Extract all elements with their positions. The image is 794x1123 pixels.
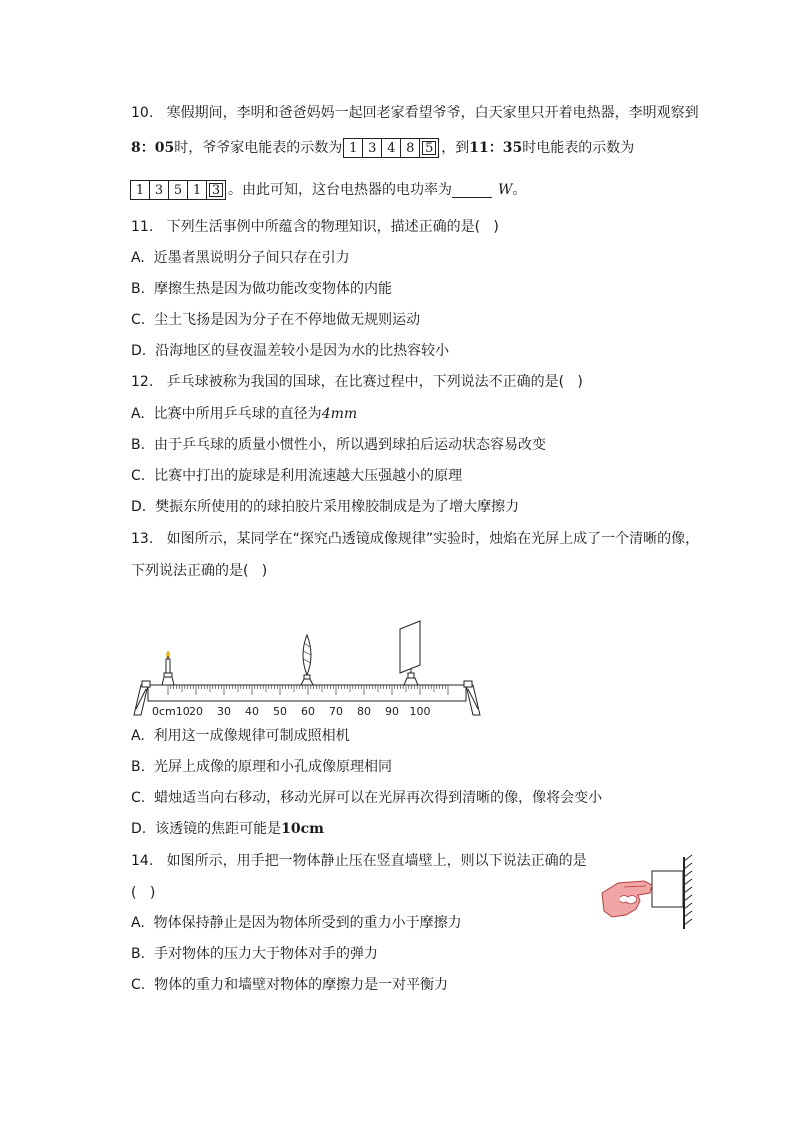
q11-stem: 11. 下列生活事例中所蕴含的物理知识，描述正确的是( ): [131, 219, 499, 235]
q14-option-b: B. 手对物体的压力大于物体对手的弹力: [131, 946, 378, 962]
meter1-digit: 4: [381, 138, 401, 158]
meter1-digit: 3: [362, 138, 382, 158]
q13-stem-line1: 13. 如图所示，某同学在“探究凸透镜成像规律”实验时，烛焰在光屏上成了一个清晰的像，: [131, 531, 700, 547]
ruler-label: 50: [273, 705, 287, 718]
meter2-digit: 5: [168, 180, 188, 200]
ruler-label: 80: [357, 705, 371, 718]
ruler-label: 70: [329, 705, 343, 718]
q13-option-c: C. 蜡烛适当向右移动，移动光屏可以在光屏再次得到清晰的像，像将会变小: [131, 790, 603, 806]
q10-line2: [131, 138, 634, 158]
q10-time1: 8：05: [131, 140, 175, 156]
optical-bench-figure: [128, 615, 490, 723]
q11-option-a: A. 近墨者黑说明分子间只存在引力: [131, 250, 350, 266]
meter2-digit: 1: [130, 180, 150, 200]
meter-reading-1: [344, 138, 439, 158]
meter1-digit: 8: [400, 138, 420, 158]
meter2-digit: 3: [149, 180, 169, 200]
q10-time2: 11：35: [469, 140, 523, 156]
ruler-label: 100: [409, 705, 431, 718]
ruler-label: 90: [385, 705, 399, 718]
q10-line2-mid: 时，爷爷家电能表的示数为: [174, 140, 343, 156]
block-object: [652, 871, 683, 907]
q13-option-a: A. 利用这一成像规律可制成照相机: [131, 728, 350, 744]
q10-line1: 10. 寒假期间，李明和爸爸妈妈一起回老家看望爷爷，白天家里只开着电热器，李明观察到: [131, 105, 699, 121]
q14-stem-line2: ( ): [131, 885, 156, 901]
q12-option-a-value: 4mm: [321, 406, 358, 422]
q12-option-b: B. 由于乒乓球的质量小惯性小，所以遇到球拍后运动状态容易改变: [131, 437, 546, 453]
q12-stem: 12. 乒乓球被称为我国的国球，在比赛过程中，下列说法不正确的是( ): [131, 374, 583, 390]
q12-option-c: C. 比赛中打出的旋球是利用流速越大压强越小的原理: [131, 468, 463, 484]
q10-line2-end: 时电能表的示数为: [522, 140, 635, 156]
q10-line2-after: ，到: [441, 140, 470, 156]
ruler-labels: [152, 705, 431, 718]
answer-blank[interactable]: [452, 183, 492, 198]
wall-hatching: [684, 855, 692, 925]
ruler-label: 20: [189, 705, 203, 718]
meter1-decimal-digit: 5: [419, 138, 439, 158]
hand-icon: [602, 881, 652, 917]
q13-option-d: [131, 819, 324, 839]
q13-option-b: B. 光屏上成像的原理和小孔成像原理相同: [131, 759, 392, 775]
ruler-label: 30: [217, 705, 231, 718]
q12-option-d: D. 樊振东所使用的的球拍胶片采用橡胶制成是为了增大摩擦力: [131, 499, 520, 515]
q12-option-a-text: A. 比赛中所用乒乓球的直径为: [131, 406, 322, 422]
q14-option-a: A. 物体保持静止是因为物体所受到的重力小于摩擦力: [131, 915, 462, 931]
power-unit: W: [498, 182, 513, 198]
q10-line3: [131, 180, 526, 200]
q13-stem-line2: 下列说法正确的是( ): [131, 563, 268, 579]
meter-reading-2: [131, 180, 226, 200]
convex-lens: [301, 635, 313, 685]
q13-option-d-value: 10cm: [281, 821, 324, 837]
meter2-decimal-digit: 3: [206, 180, 226, 200]
candle: [162, 651, 174, 685]
ruler-label: 0cm10: [152, 705, 190, 718]
ruler-label: 40: [245, 705, 259, 718]
q10-line3-text: 。由此可知，这台电热器的电功率为: [228, 182, 452, 198]
q13-option-d-text: D. 该透镜的焦距可能是: [131, 821, 282, 837]
q10-line3-end: 。: [512, 182, 527, 198]
ruler-label: 60: [301, 705, 315, 718]
meter2-digit: 1: [187, 180, 207, 200]
q12-option-a: [131, 404, 357, 424]
q11-option-c: C. 尘土飞扬是因为分子在不停地做无规则运动: [131, 312, 421, 328]
meter1-digit: 1: [343, 138, 363, 158]
q14-stem-line1: 14. 如图所示，用手把一物体静止压在竖直墙壁上，则以下说法正确的是: [131, 853, 587, 869]
q14-option-c: C. 物体的重力和墙壁对物体的摩擦力是一对平衡力: [131, 977, 449, 993]
q11-option-d: D. 沿海地区的昼夜温差较小是因为水的比热容较小: [131, 343, 450, 359]
light-screen: [400, 621, 420, 685]
hand-wall-figure: [596, 853, 700, 931]
q11-option-b: B. 摩擦生热是因为做功能改变物体的内能: [131, 281, 392, 297]
